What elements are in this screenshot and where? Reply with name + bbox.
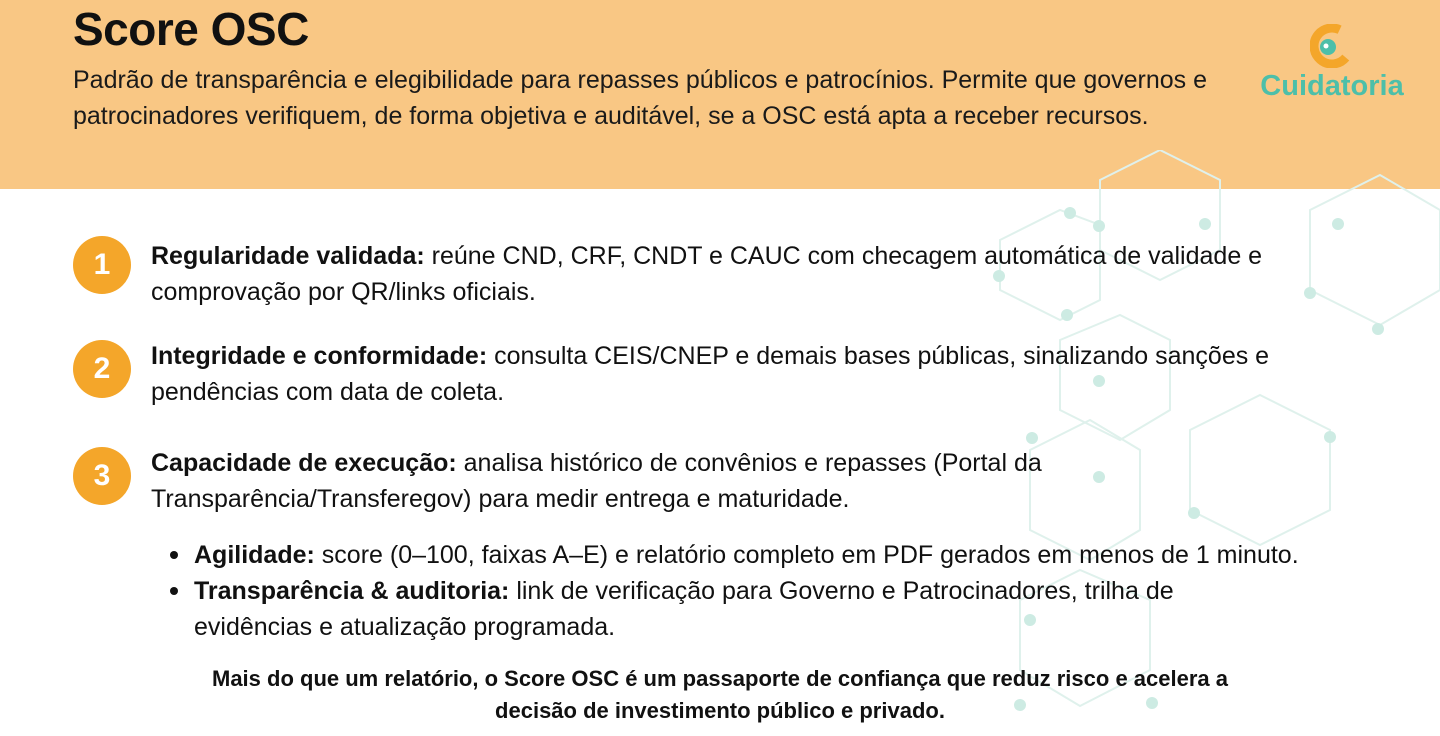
item-label: Capacidade de execução: <box>151 449 457 477</box>
item-text <box>151 338 1301 410</box>
bullet-label: Transparência & auditoria: <box>194 577 510 605</box>
bullet-text: link de verificação para Governo e Patrocinadores, trilha de evidências e atualização programada. <box>194 577 1174 641</box>
item-description: analisa histórico de convênios e repasses (Portal da Transparência/Transferegov) para medir entrega e maturidade. <box>151 449 1042 513</box>
cuidatoria-logo-icon <box>1310 24 1354 68</box>
bullet-item-transparencia <box>170 573 1264 645</box>
bullet-dot-icon <box>170 587 178 595</box>
item-description: reúne CND, CRF, CNDT e CAUC com checagem automática de validade e comprovação por QR/links oficiais. <box>151 242 1263 306</box>
item-text <box>151 445 1191 517</box>
item-label: Integridade e conformidade: <box>151 342 488 370</box>
step-number-badge: 3 <box>73 447 131 505</box>
bullet-list <box>170 537 1410 645</box>
cuidatoria-logo <box>1252 22 1412 112</box>
item-description: consulta CEIS/CNEP e demais bases públicas, sinalizando sanções e pendências com data de coleta. <box>151 342 1270 406</box>
closing-statement: Mais do que um relatório, o Score OSC é um passaporte de confiança que reduz risco e acelera a decisão de investimento público e privado. <box>212 666 1228 723</box>
bullet-text: score (0–100, faixas A–E) e relatório completo em PDF gerados em menos de 1 minuto. <box>314 541 1299 569</box>
page-title: Score OSC <box>73 3 309 55</box>
logo-text: Cuidatoria <box>1260 70 1404 102</box>
step-number-badge: 1 <box>73 236 131 294</box>
step-number-badge: 2 <box>73 340 131 398</box>
bullet-dot-icon <box>170 551 178 559</box>
bullet-label: Agilidade: <box>194 541 315 569</box>
item-label: Regularidade validada: <box>151 242 425 270</box>
bullet-item-agilidade <box>170 537 1410 573</box>
item-text <box>151 238 1301 310</box>
page-subtitle: Padrão de transparência e elegibilidade para repasses públicos e patrocínios. Permite que governos e patrocinadores verifiquem, de forma objetiva e auditável, se a OSC está apta a receber recursos. <box>73 66 1208 130</box>
